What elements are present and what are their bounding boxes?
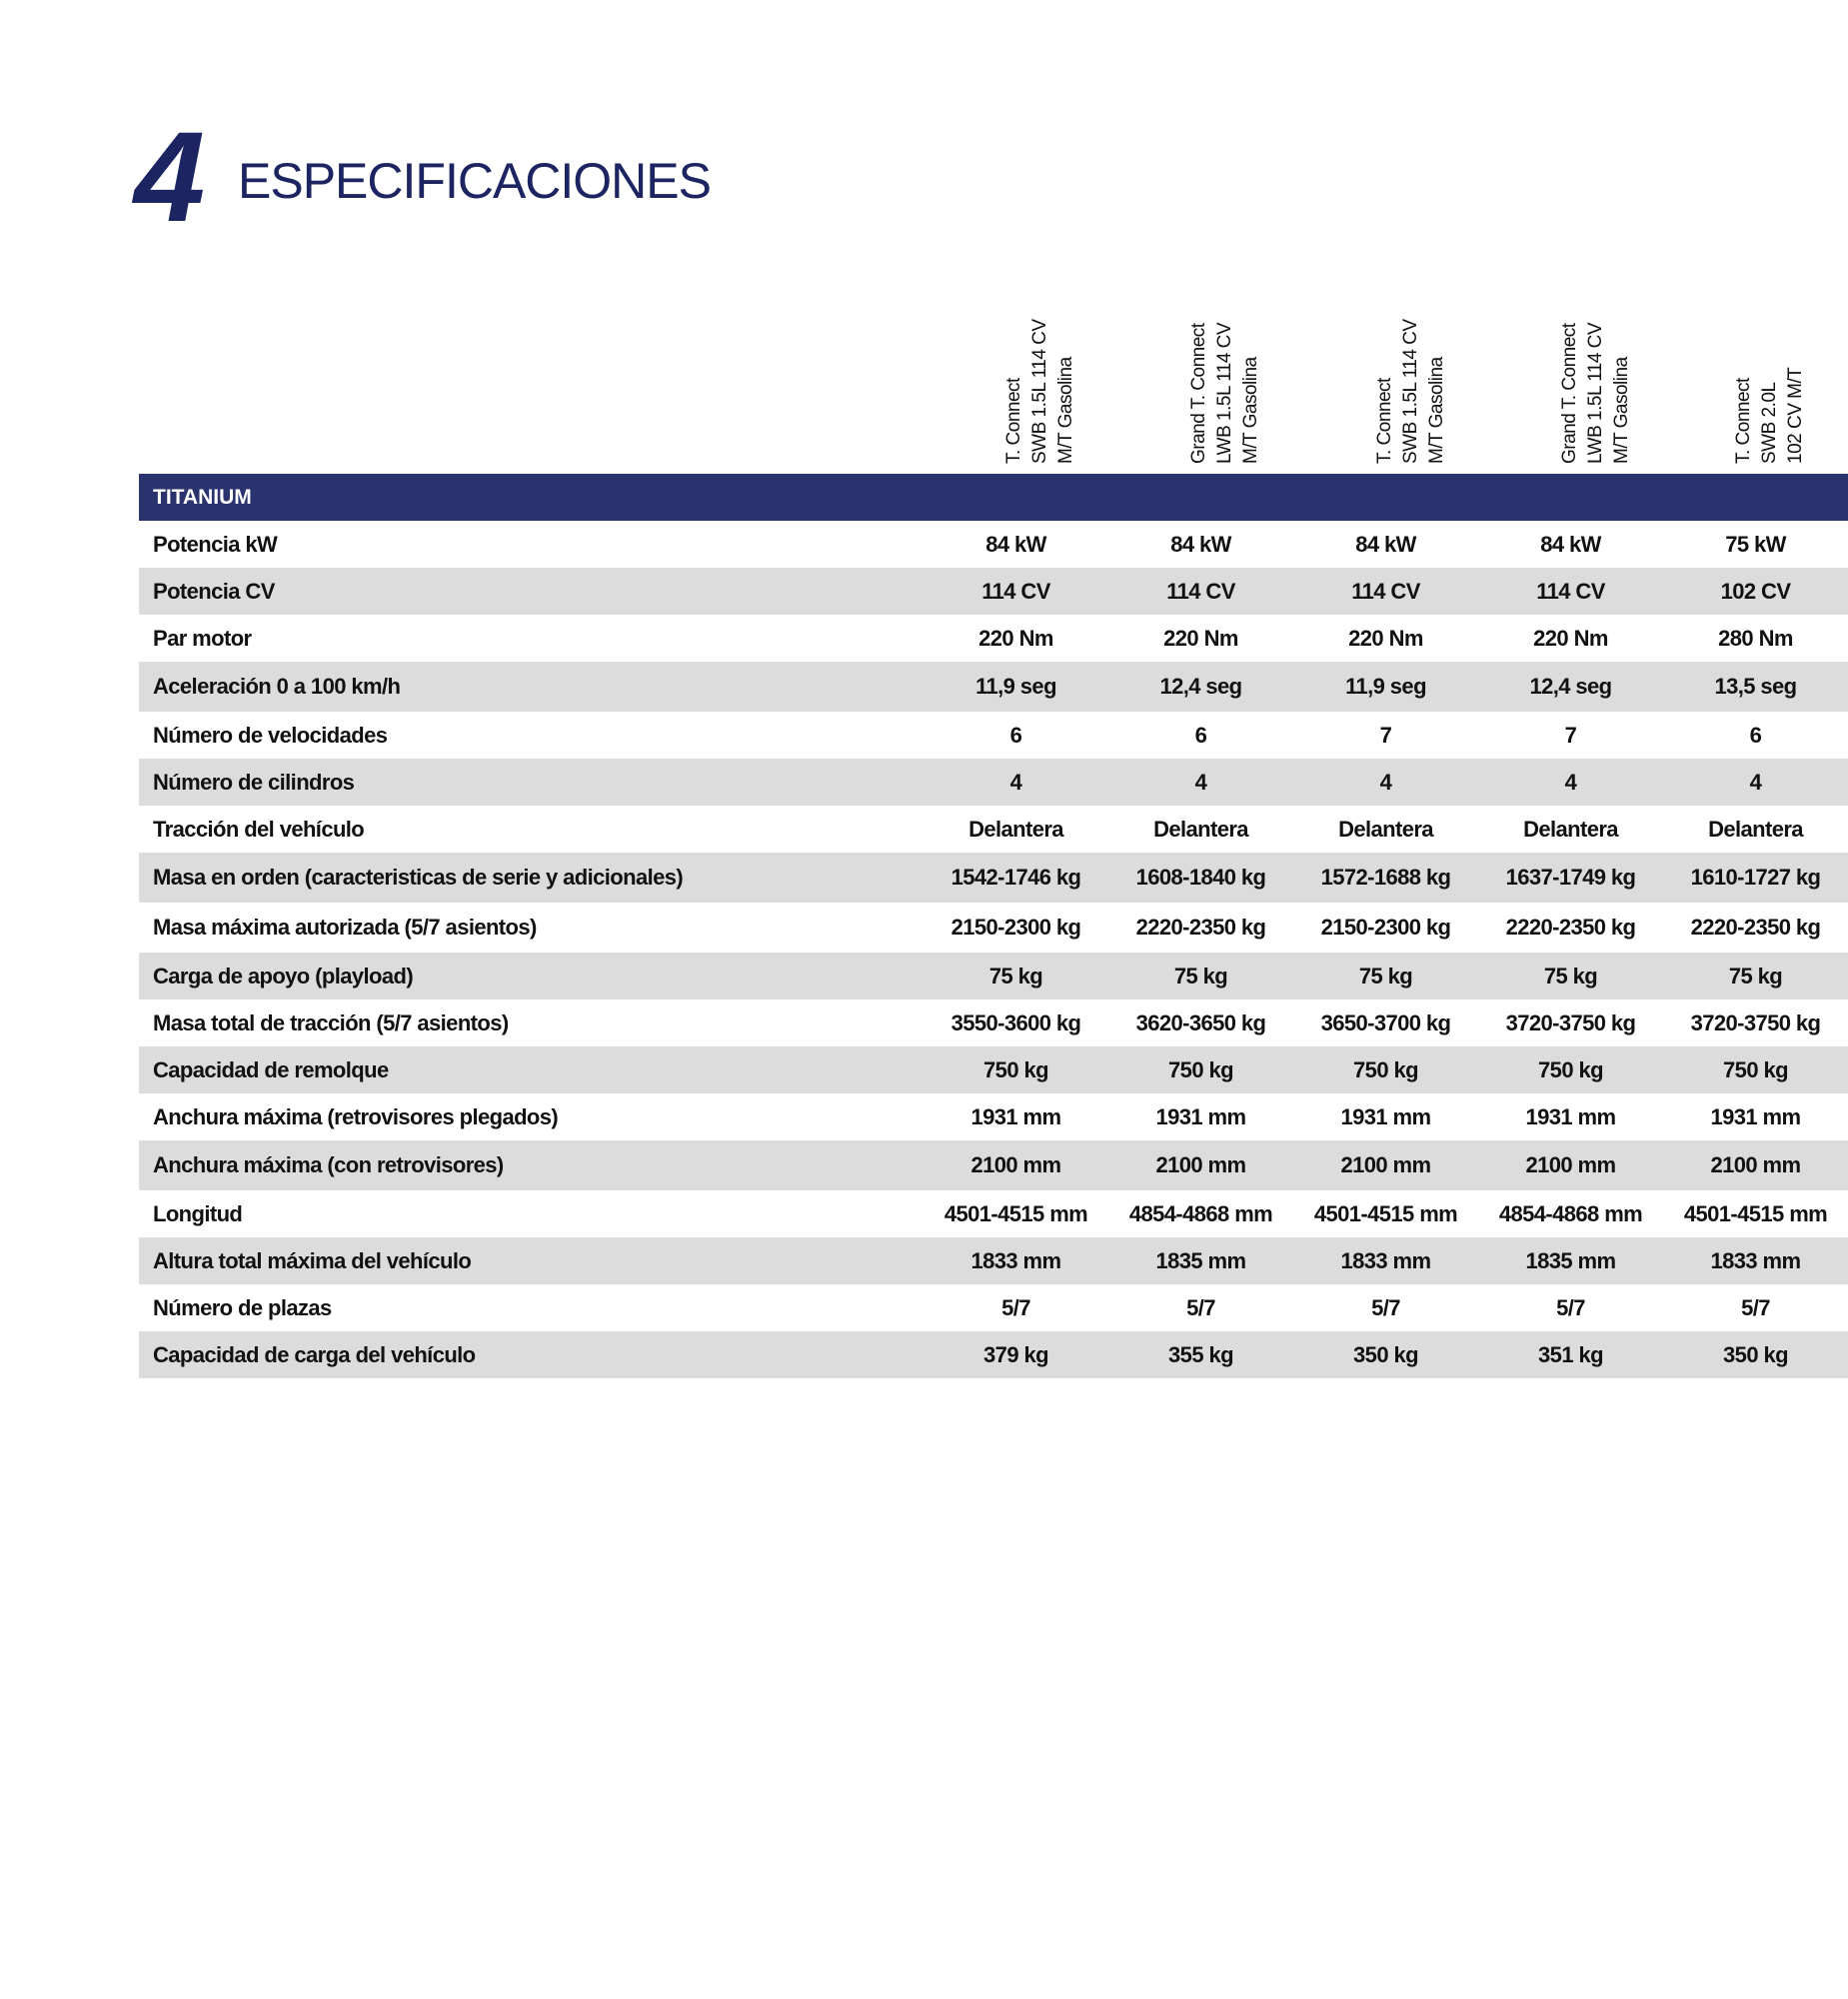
table-row — [139, 1140, 1848, 1190]
row-value: 2220-2350 kg — [1135, 915, 1266, 940]
table-row — [139, 1237, 1848, 1284]
row-value: 102 CV — [1663, 568, 1848, 615]
row-value: 84 kW — [1355, 531, 1416, 557]
row-value: 2150-2300 kg — [950, 915, 1081, 940]
row-value: 11,9 seg — [1293, 662, 1478, 712]
row-label: Potencia CV — [139, 568, 924, 615]
row-value: 1542-1746 kg — [924, 853, 1108, 903]
table-row — [139, 1000, 1848, 1046]
row-value: Delantera — [1523, 816, 1618, 842]
section-title: ESPECIFICACIONES — [238, 153, 711, 209]
table-row — [139, 759, 1848, 806]
row-label: Potencia kW — [153, 531, 278, 557]
row-value: 220 Nm — [1533, 625, 1608, 651]
row-value: 11,9 seg — [924, 662, 1108, 712]
table-row — [139, 1046, 1848, 1093]
row-value: Delantera — [1153, 816, 1248, 842]
column-header-2 — [1106, 300, 1266, 468]
table-row — [139, 806, 1848, 853]
row-value: 5/7 — [1371, 1294, 1400, 1320]
row-value: 750 kg — [1108, 1046, 1293, 1093]
row-value: 75 kg — [1108, 953, 1293, 1000]
row-value: 4 — [1663, 759, 1848, 806]
row-value: 1931 mm — [1340, 1103, 1431, 1129]
row-value: 6 — [1194, 722, 1207, 748]
table-row — [139, 853, 1848, 903]
row-value: 1572-1688 kg — [1293, 853, 1478, 903]
row-value: 5/7 — [1741, 1294, 1770, 1320]
row-label: Anchura máxima (retrovisores plegados) — [153, 1103, 559, 1129]
table-row — [139, 903, 1848, 953]
row-value: 114 CV — [1293, 568, 1478, 615]
row-label: Masa total de tracción (5/7 asientos) — [153, 1009, 509, 1035]
row-label: Par motor — [153, 625, 252, 651]
row-value: 355 kg — [1108, 1331, 1293, 1378]
section-number: 4 — [134, 106, 202, 249]
row-value: 379 kg — [924, 1331, 1108, 1378]
row-value: 220 Nm — [978, 625, 1053, 651]
row-value: 1637-1749 kg — [1478, 853, 1663, 903]
column-header-text: T. Connect SWB 1.5L 114 CV M/T Gasolina — [1374, 319, 1447, 464]
row-value: 2100 mm — [1293, 1140, 1478, 1190]
column-header-5 — [1651, 300, 1811, 468]
column-headers — [0, 300, 1806, 468]
spec-table — [139, 474, 1848, 1378]
row-value: 4501-4515 mm — [1313, 1200, 1458, 1226]
row-value: 3650-3700 kg — [1320, 1009, 1451, 1035]
row-label: Capacidad de remolque — [139, 1046, 924, 1093]
row-value: 4 — [1108, 759, 1293, 806]
table-row — [139, 953, 1848, 1000]
table-row — [139, 662, 1848, 712]
row-value: 750 kg — [924, 1046, 1108, 1093]
row-value: 2100 mm — [1663, 1140, 1848, 1190]
row-value: 4854-4868 mm — [1128, 1200, 1273, 1226]
row-label: Altura total máxima del vehículo — [139, 1237, 924, 1284]
row-value: 351 kg — [1478, 1331, 1663, 1378]
row-value: 4 — [1293, 759, 1478, 806]
row-label: Anchura máxima (con retrovisores) — [139, 1140, 924, 1190]
row-value: 75 kg — [1663, 953, 1848, 1000]
row-label: Aceleración 0 a 100 km/h — [139, 662, 924, 712]
row-value: 1833 mm — [1293, 1237, 1478, 1284]
row-value: 2150-2300 kg — [1320, 915, 1451, 940]
row-value: 75 kg — [924, 953, 1108, 1000]
row-value: 280 Nm — [1718, 625, 1793, 651]
row-value: 12,4 seg — [1108, 662, 1293, 712]
row-value: 2100 mm — [924, 1140, 1108, 1190]
row-value: 6 — [1749, 722, 1762, 748]
row-value: 4854-4868 mm — [1498, 1200, 1643, 1226]
column-header-text: T. Connect SWB 1.5L 114 CV M/T Gasolina — [1003, 319, 1076, 464]
row-value: 1931 mm — [1710, 1103, 1801, 1129]
table-row — [139, 1284, 1848, 1331]
row-label: Número de plazas — [153, 1294, 332, 1320]
row-value: 75 kg — [1293, 953, 1478, 1000]
row-value: 4501-4515 mm — [943, 1200, 1088, 1226]
column-header-text: Grand T. Connect LWB 1.5L 114 CV M/T Gasolina — [1188, 322, 1261, 464]
row-value: 2100 mm — [1478, 1140, 1663, 1190]
row-value: 114 CV — [1108, 568, 1293, 615]
row-value: 1835 mm — [1108, 1237, 1293, 1284]
row-value: 220 Nm — [1163, 625, 1238, 651]
row-label: Carga de apoyo (playload) — [139, 953, 924, 1000]
row-value: 2220-2350 kg — [1505, 915, 1636, 940]
row-value: 4 — [924, 759, 1108, 806]
row-value: 13,5 seg — [1663, 662, 1848, 712]
row-value: 114 CV — [924, 568, 1108, 615]
spec-table-body — [139, 474, 1848, 1378]
row-value: 750 kg — [1293, 1046, 1478, 1093]
column-header-4 — [1477, 300, 1637, 468]
row-value: 7 — [1379, 722, 1392, 748]
row-value: 7 — [1564, 722, 1577, 748]
row-value: 84 kW — [1540, 531, 1601, 557]
row-value: 4501-4515 mm — [1683, 1200, 1828, 1226]
row-value: 1835 mm — [1478, 1237, 1663, 1284]
row-value: 5/7 — [1186, 1294, 1215, 1320]
row-label: Longitud — [153, 1200, 243, 1226]
row-value: 1931 mm — [1525, 1103, 1616, 1129]
row-value: 84 kW — [985, 531, 1046, 557]
row-value: 350 kg — [1293, 1331, 1478, 1378]
row-value: 220 Nm — [1348, 625, 1423, 651]
row-value: 3550-3600 kg — [950, 1009, 1081, 1035]
row-label: Masa máxima autorizada (5/7 asientos) — [153, 915, 537, 940]
row-value: 5/7 — [1001, 1294, 1030, 1320]
row-value: 6 — [1009, 722, 1022, 748]
table-row — [139, 1331, 1848, 1378]
row-value: 12,4 seg — [1478, 662, 1663, 712]
row-value: 3720-3750 kg — [1505, 1009, 1636, 1035]
row-value: 750 kg — [1663, 1046, 1848, 1093]
row-label: Capacidad de carga del vehículo — [139, 1331, 924, 1378]
row-value: 1931 mm — [1155, 1103, 1246, 1129]
row-value: 1833 mm — [1663, 1237, 1848, 1284]
table-band-row — [139, 474, 1848, 521]
row-value: 350 kg — [1663, 1331, 1848, 1378]
row-value: 4 — [1478, 759, 1663, 806]
table-row — [139, 568, 1848, 615]
row-value: 1610-1727 kg — [1663, 853, 1848, 903]
row-value: 1608-1840 kg — [1108, 853, 1293, 903]
row-value: 2220-2350 kg — [1690, 915, 1821, 940]
table-row — [139, 1190, 1848, 1237]
table-row — [139, 521, 1848, 568]
row-value: 1931 mm — [970, 1103, 1061, 1129]
table-row — [139, 615, 1848, 662]
column-header-3 — [1292, 300, 1452, 468]
table-row — [139, 1093, 1848, 1140]
row-label: Masa en orden (caracteristicas de serie y adicionales) — [139, 853, 924, 903]
band-label: TITANIUM — [139, 474, 924, 521]
row-value: 750 kg — [1478, 1046, 1663, 1093]
row-value: 1833 mm — [924, 1237, 1108, 1284]
column-header-1 — [922, 300, 1081, 468]
row-value: 75 kW — [1725, 531, 1786, 557]
row-value: 84 kW — [1170, 531, 1231, 557]
row-label: Tracción del vehículo — [153, 816, 365, 842]
row-value: Delantera — [968, 816, 1063, 842]
row-label: Número de velocidades — [153, 722, 388, 748]
table-row — [139, 712, 1848, 759]
row-value: Delantera — [1338, 816, 1433, 842]
column-header-text: Grand T. Connect LWB 1.5L 114 CV M/T Gasolina — [1559, 322, 1632, 464]
row-label: Número de cilindros — [139, 759, 924, 806]
column-header-text: T. Connect SWB 2.0L 102 CV M/T — [1733, 367, 1806, 464]
row-value: 114 CV — [1478, 568, 1663, 615]
row-value: 3620-3650 kg — [1135, 1009, 1266, 1035]
row-value: 3720-3750 kg — [1690, 1009, 1821, 1035]
row-value: 2100 mm — [1108, 1140, 1293, 1190]
row-value: 75 kg — [1478, 953, 1663, 1000]
row-value: Delantera — [1708, 816, 1803, 842]
row-value: 5/7 — [1556, 1294, 1585, 1320]
